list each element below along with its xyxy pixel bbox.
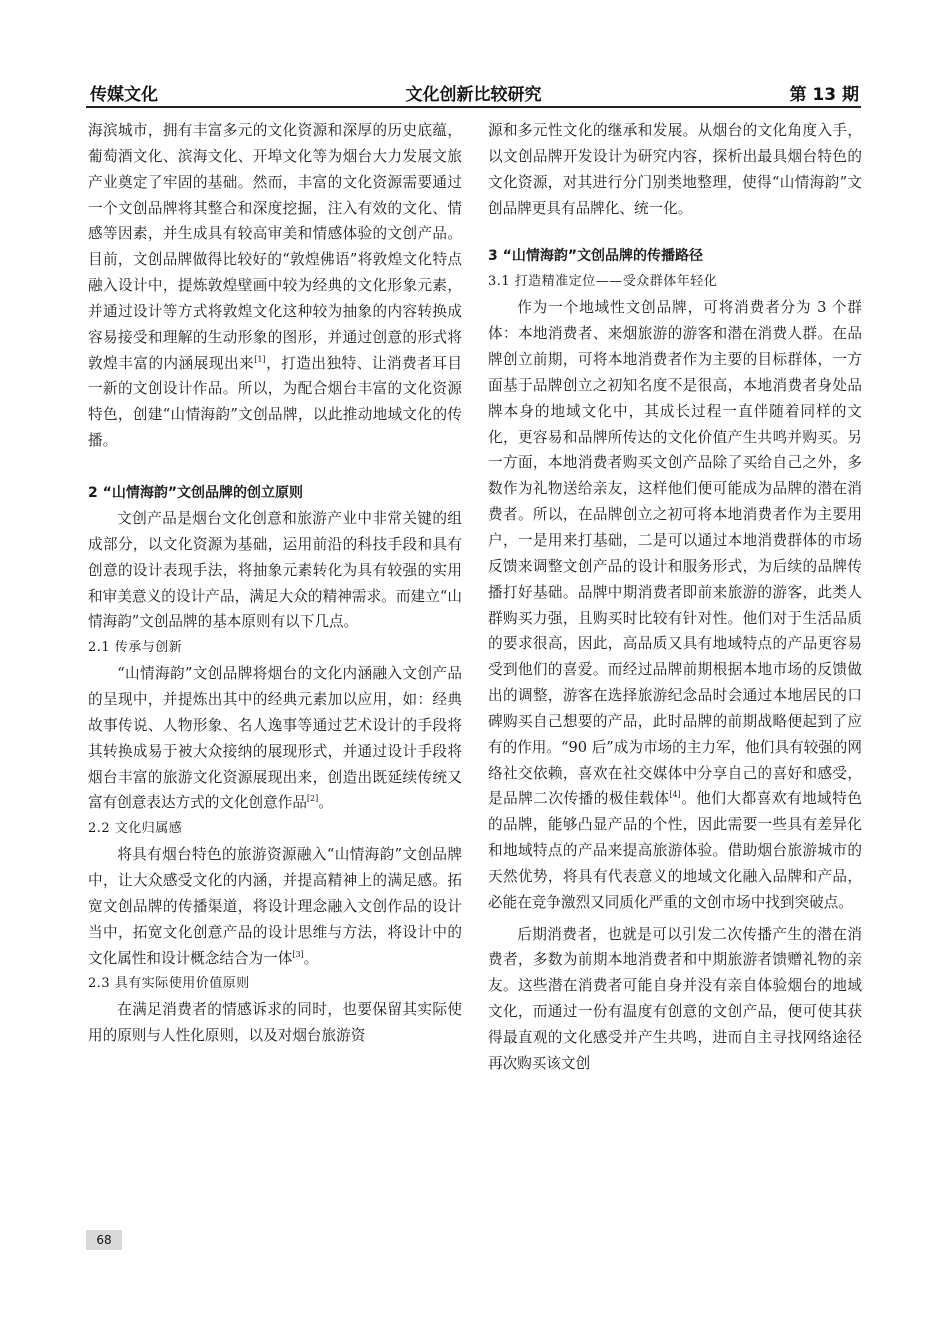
journal-name: 传媒文化 [90, 85, 158, 105]
citation-2: [2] [306, 794, 319, 804]
section-title: 文化创新比较研究 [405, 85, 542, 105]
left-column [88, 118, 462, 1049]
section-2-1-paragraph [88, 661, 462, 816]
section-3-1-text: 作为一个地域性文创品牌，可将消费者分为 3 个群体：本地消费者、来烟旅游的游客和潜在消费人群。在品牌创立前期，可将本地消费者作为主要的目标群体，一方面基于品牌创立之初知名度不是很高，本地消费者身处品牌本身的地域文化中，其成长过程一直伴随着同样的文化，更容易和品牌所传达的文化价值产生共鸣并购买。另一方面，本地消费者购买文创产品除了买给自己之外，多数作为礼物送给亲友，这样他们便可能成为品牌的潜在消费者。所以，在品牌创立之初可将本地消费者作为主要用户，一是用来打基础，二是可以通过本地消费群体的市场反馈来调整文创产品的设计和服务形式，为后续的品牌传播打好基础。品牌中期消费者即前来旅游的游客，此类人群购买力强，且购买时比较有针对性。他们对于生活品质的要求很高，因此，高品质又具有地域特点的产品更容易受到他们的喜爱。而经过品牌前期根据本地市场的反馈做出的调整，游客在选择旅游纪念品时会通过本地居民的口碑购买自己想要的产品，此时品牌的前期战略便起到了应有的作用。“90 后”成为市场的主力军，他们具有较强的网络社交依赖，喜欢在社交媒体中分享自己的喜好和感受，是品牌二次传播的极佳载体 [488, 299, 862, 808]
section-3-1-paragraph-1 [488, 295, 862, 915]
intro-text-tail: ，打造出独特、让消费者耳目一新的文创设计作品。所以，为配合烟台丰富的文化资源特色，创建“山情海韵”文创品牌，以此推动地域文化的传播。 [88, 354, 462, 450]
section-2-paragraph: 文创产品是烟台文化创意和旅游产业中非常关键的组成部分，以文化资源为基础，运用前沿的科技手段和具有创意的设计表现手法，将抽象元素转化为具有较强的实用和审美意义的设计产品，满足大众的精神需求。而建立“山情海韵”文创品牌的基本原则有以下几点。 [88, 509, 462, 631]
citation-4: [4] [669, 790, 681, 800]
section-2-3-heading: 2.3 具有实际使用价值原则 [88, 976, 250, 992]
citation-1: [1] [254, 354, 266, 364]
section-2-2-heading: 2.2 文化归属感 [88, 821, 183, 837]
header-rule [86, 106, 861, 108]
section-3-1-tail: 。他们大都喜欢有地域特色的品牌，能够凸显产品的个性，因此需要一些具有差异化和地域特点的产品来提高旅游体验。借助烟台旅游城市的天然优势，将具有代表意义的地域文化融入品牌和产品，必能在竞争激烈又同质化严重的文创市场中找到突破点。 [488, 790, 862, 911]
continued-paragraph: 源和多元性文化的继承和发展。从烟台的文化角度入手，以文创品牌开发设计为研究内容，探析出最具烟台特色的文化资源，对其进行分门别类地整理，使得“山情海韵”文创品牌更具有品牌化、统一化。 [488, 122, 862, 217]
issue-number: 第 13 期 [789, 85, 859, 105]
section-3-heading: 3 “山情海韵”文创品牌的传播路径 [488, 248, 704, 265]
section-2-2-tail: 。 [303, 949, 319, 967]
section-3-1-heading: 3.1 打造精准定位——受众群体年轻化 [488, 274, 718, 290]
section-2-3-paragraph: 在满足消费者的情感诉求的同时，也要保留其实际使用的原则与人性化原则，以及对烟台旅游资 [88, 1001, 462, 1045]
intro-paragraph [88, 118, 462, 454]
section-3-1-paragraph-2: 后期消费者，也就是可以引发二次传播产生的潜在消费者，多数为前期本地消费者和中期旅游者馈赠礼物的亲友。这些潜在消费者可能自身并没有亲自体验烟台的地域文化，而通过一份有温度有创意的文创产品，便可使其获得最直观的文化感受并产生共鸣，进而自主寻找网络途径再次购买该文创 [488, 925, 862, 1072]
right-column [488, 118, 862, 1077]
section-2-1-heading: 2.1 传承与创新 [88, 640, 183, 656]
section-2-1-tail: 。 [318, 794, 333, 812]
citation-3: [3] [292, 949, 304, 959]
running-header [86, 72, 861, 106]
section-2-heading: 2 “山情海韵”文创品牌的创立原则 [88, 484, 304, 501]
page-number: 68 [86, 1230, 122, 1250]
section-2-2-paragraph [88, 842, 462, 971]
section-2-2-text: 将具有烟台特色的旅游资源融入“山情海韵”文创品牌中，让大众感受文化的内涵，并提高精神上的满足感。拓宽文创品牌的传播渠道，将设计理念融入文创作品的设计当中，拓宽文化创意产品的设计思维与方法，将设计中的文化属性和设计概念结合为一体 [88, 846, 462, 967]
section-2-1-text: “山情海韵”文创品牌将烟台的文化内涵融入文创产品的呈现中，并提炼出其中的经典元素加以应用，如：经典故事传说、人物形象、名人逸事等通过艺术设计的手段将其转换成易于被大众接纳的展现形式，并通过设计手段将烟台丰富的旅游文化资源展现出来，创造出既延续传统又富有创意表达方式的文化创意作品 [88, 665, 462, 812]
intro-text: 海滨城市，拥有丰富多元的文化资源和深厚的历史底蕴，葡萄酒文化、滨海文化、开埠文化等为烟台大力发展文旅产业奠定了牢固的基础。然而，丰富的文化资源需要通过一个文创品牌将其整合和深度挖掘，注入有效的文化、情感等因素，并生成具有较高审美和情感体验的文创产品。目前，文创品牌做得比较好的“敦煌佛语”将敦煌文化特点融入设计中，提炼敦煌壁画中较为经典的文化形象元素，并通过设计等方式将敦煌文化这种较为抽象的内容转换成容易接受和理解的生动形象的图形，并通过创意的形式将敦煌丰富的内涵展现出来 [88, 122, 462, 372]
